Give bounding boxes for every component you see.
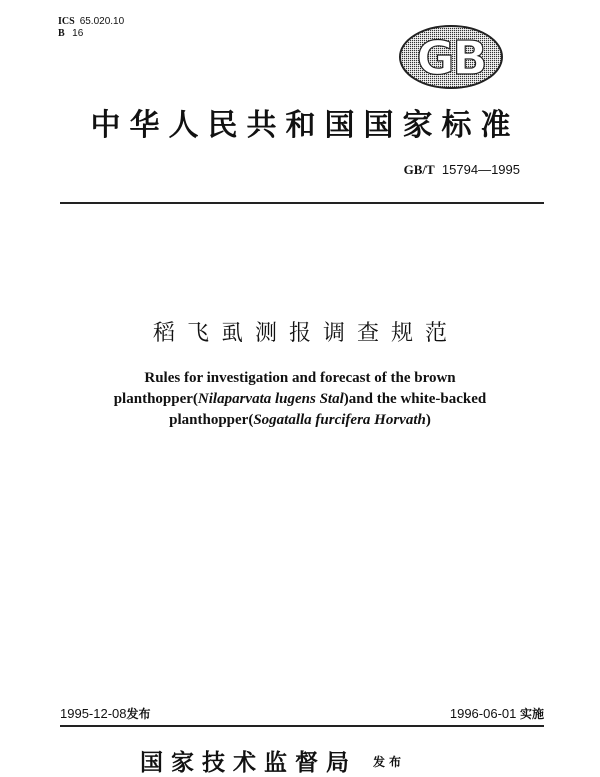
gb-logo-text: GB <box>416 31 486 85</box>
title-en-line-3-a: planthopper( <box>169 412 254 428</box>
gb-logo-icon <box>398 24 504 90</box>
title-en-line-2-a: planthopper( <box>113 391 198 407</box>
title-en-line-3-b: ) <box>425 412 431 428</box>
standard-number <box>404 162 520 178</box>
issuer <box>140 744 405 777</box>
ics-code-row <box>58 16 124 28</box>
standard-title: 中华人民共和国国家标准 <box>90 108 520 143</box>
ics-value: 65.020.10 <box>79 16 125 27</box>
issuer-name: 国家技术监督局 <box>140 749 357 776</box>
class-code-row <box>58 28 124 40</box>
implement-date-label: 实施 <box>519 707 544 721</box>
standard-number-prefix: GB/T <box>403 162 435 177</box>
issue-date <box>60 705 151 722</box>
document-title-cn: 稻飞虱测报调查规范 <box>152 321 459 346</box>
issuer-suffix: 发布 <box>373 755 406 769</box>
bottom-divider <box>60 725 544 727</box>
implement-date-value: 1996-06-01 <box>449 706 517 721</box>
title-en-line-2 <box>0 389 600 410</box>
class-value: 16 <box>72 28 84 39</box>
species-name-1: Nilaparvata lugens Stal <box>197 391 344 407</box>
top-divider <box>60 202 544 204</box>
species-name-2: Sogatalla furcifera Horvath <box>253 412 426 428</box>
standard-number-value: 15794—1995 <box>441 162 520 177</box>
class-label: B <box>58 28 65 39</box>
title-en-line-3 <box>0 410 600 431</box>
issue-date-label: 发布 <box>126 707 151 721</box>
title-en-line-2-b: )and the white-backed <box>343 391 487 407</box>
title-en-line-1: Rules for investigation and forecast of the brown <box>144 370 456 386</box>
issue-date-value: 1995-12-08 <box>60 706 127 721</box>
ics-label: ICS <box>58 16 75 27</box>
document-title-en <box>0 368 600 431</box>
implement-date <box>450 705 544 722</box>
classification-codes <box>58 16 124 40</box>
